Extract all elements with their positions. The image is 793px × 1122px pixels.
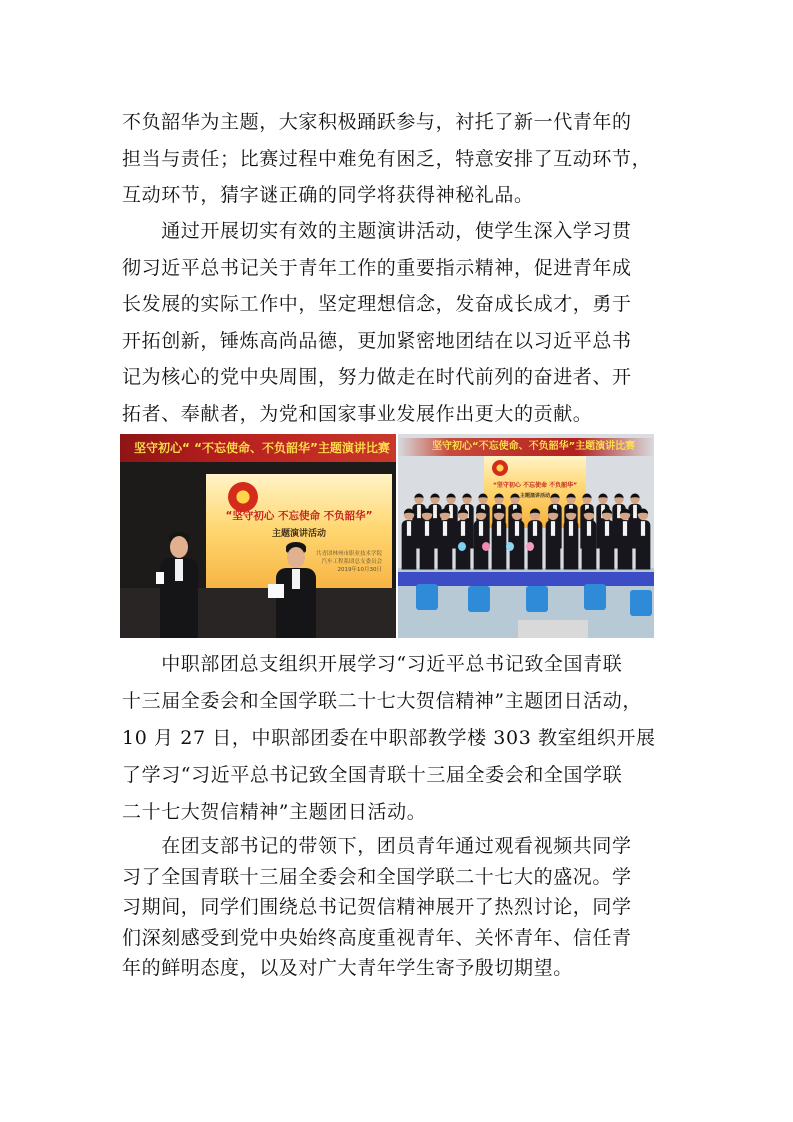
paragraph-line: 互动环节，猜字谜正确的同学将获得神秘礼品。 xyxy=(122,184,534,206)
paragraph-line: 们深刻感受到党中央始终高度重视青年、关怀青年、信任青 xyxy=(122,926,632,949)
screen-footer xyxy=(316,550,382,574)
paragraph-line: 十三届全委会和全国学联二十七大贺信精神”主题团日活动， xyxy=(122,690,642,712)
student-figure xyxy=(438,509,453,570)
student-figure xyxy=(546,509,561,570)
student-figure xyxy=(474,509,489,570)
paragraph-line: 10 月 27 日，中职部团委在中职部教学楼 303 教室组织开展 xyxy=(122,727,656,749)
student-figure xyxy=(582,509,597,570)
student-figure xyxy=(636,509,651,570)
screen-footer-line: 汽车工程系团总支委员会 xyxy=(321,559,382,565)
balloon xyxy=(458,542,466,551)
speech-contest-photo xyxy=(120,434,396,638)
photo-banner: 坚守初心“ “不忘使命、不负韶华”主题演讲比赛 xyxy=(120,434,396,462)
paragraph-line: 开拓创新，锤炼高尚品德，更加紧密地团结在以习近平总书 xyxy=(122,329,632,352)
balloon xyxy=(506,542,514,551)
paragraph-line: 拓者、奉献者，为党和国家事业发展作出更大的贡献。 xyxy=(122,402,593,425)
group-photo xyxy=(398,434,654,638)
youth-league-emblem-icon xyxy=(492,460,508,476)
student-figure xyxy=(402,509,417,570)
front-desk xyxy=(518,620,588,638)
paragraph-line: 记为核心的党中央周围，努力做走在时代前列的奋进者、开 xyxy=(122,366,632,388)
speaker-left xyxy=(160,532,198,638)
student-figure xyxy=(492,509,507,570)
photo-banner: 坚守初心“不忘使命、不负韶华”主题演讲比赛 xyxy=(398,438,654,456)
paragraph-line: 年的鲜明态度，以及对广大青年学生寄予殷切期望。 xyxy=(122,957,573,979)
student-figure xyxy=(618,509,633,570)
paragraph-line: 彻习近平总书记关于青年工作的重要指示精神，促进青年成 xyxy=(122,256,632,279)
paragraph-line: 在团支部书记的带领下，团员青年通过观看视频共同学 xyxy=(122,835,632,857)
student-figure xyxy=(564,509,579,570)
paragraph-4 xyxy=(122,831,672,984)
classroom-chair xyxy=(416,584,438,610)
speaker-right xyxy=(276,542,316,638)
student-figure xyxy=(420,509,435,570)
balloon xyxy=(482,542,490,551)
student-figure xyxy=(528,509,543,570)
classroom-chair xyxy=(468,586,490,612)
paragraph-3 xyxy=(122,646,672,831)
paragraph-2 xyxy=(122,213,672,432)
screen-title: “坚守初心 不忘使命 不负韶华” xyxy=(492,482,578,489)
paragraph-line: 习了全国青联十三届全委会和全国学联二十七大的盛况。学 xyxy=(122,865,632,888)
student-figure xyxy=(456,509,471,570)
screen-footer-line: 2019年10月30日 xyxy=(337,567,382,573)
paragraph-line: 不负韶华为主题，大家积极踊跃参与，衬托了新一代青年的 xyxy=(122,111,632,133)
paragraph-line: 二十七大贺信精神”主题团日活动。 xyxy=(122,801,427,823)
classroom-chair xyxy=(584,584,606,610)
classroom-chair xyxy=(630,590,652,616)
paragraph-line: 长发展的实际工作中，坚定理想信念，发奋成长成才，勇于 xyxy=(122,293,632,315)
paragraph-line: 了学习“习近平总书记致全国青联十三届全委会和全国学联 xyxy=(122,764,623,786)
paragraph-line: 中职部团总支组织开展学习“习近平总书记致全国青联 xyxy=(122,653,623,675)
student-figure xyxy=(510,509,525,570)
student-figure xyxy=(600,509,615,570)
paragraph-line: 习期间，同学们围绕总书记贺信精神展开了热烈讨论，同学 xyxy=(122,896,632,918)
screen-footer-line: 共青团林州市职业技术学院 xyxy=(315,551,382,557)
screen-subtitle: 主题演讲活动 xyxy=(271,529,326,539)
paragraph-line: 通过开展切实有效的主题演讲活动，使学生深入学习贯 xyxy=(122,220,632,242)
paragraph-line: 担当与责任；比赛过程中难免有困乏，特意安排了互动环节， xyxy=(122,147,652,170)
paragraph-1 xyxy=(122,104,672,214)
balloon xyxy=(526,542,534,551)
classroom-chair xyxy=(526,586,548,612)
screen-subtitle: 主题演讲活动 xyxy=(519,493,550,499)
screen-title: “坚守初心 不忘使命 不负韶华” xyxy=(225,510,373,522)
